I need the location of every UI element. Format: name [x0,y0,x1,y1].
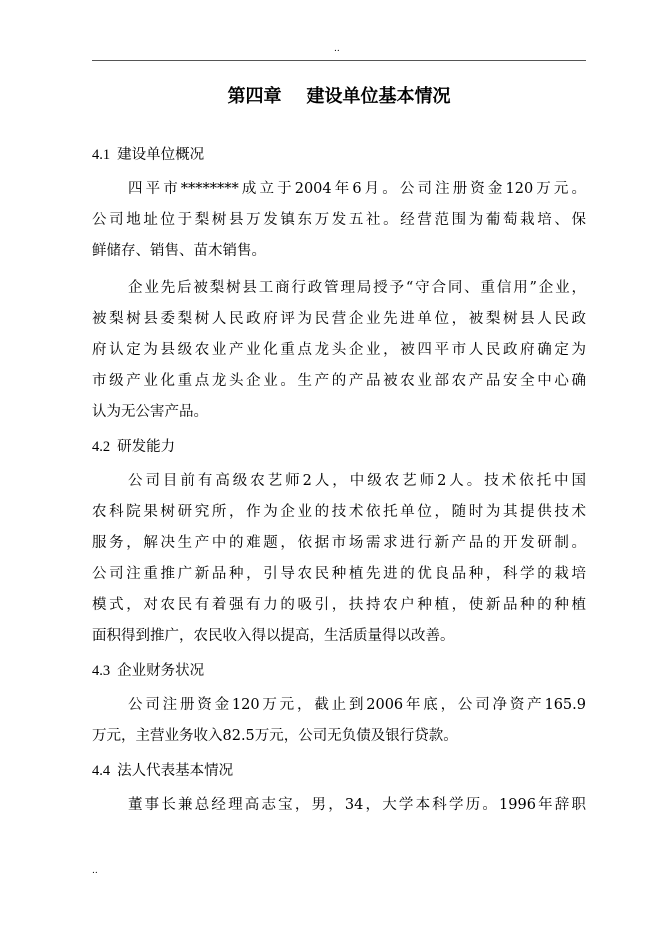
text-line: 模式，对农民有着强有力的吸引，扶持农户种植，使新品种的种植 [92,597,586,613]
text-line: 企业先后被梨树县工商行政管理局授予“守合同、重信用”企业， [128,280,586,296]
section-title: 建设单位概况 [117,147,205,163]
text-line: 公司地址位于梨树县万发镇东万发五社。经营范围为葡萄栽培、保 [92,212,586,228]
paragraph [92,273,586,428]
text-line: 鲜储存、销售、苗木销售。 [92,243,266,259]
section-heading-4-4 [92,758,586,784]
text-line: 四平市********成立于2004年6月。公司注册资金120万元。 [128,181,586,197]
footer-mark: .. [92,866,98,876]
text-line: 被梨树县委梨树人民政府评为民营企业先进单位，被梨树县人民政 [92,311,586,327]
section-title: 研发能力 [117,439,176,455]
text-line: 公司注重推广新品种，引导农民种植先进的优良品种，科学的栽培 [92,566,586,582]
document-body [92,82,586,827]
paragraph [92,466,586,652]
text-line: 万元，主营业务收入82.5万元，公司无负债及银行贷款。 [92,728,458,744]
section-heading-4-1 [92,142,586,168]
text-line: 董事长兼总经理高志宝，男，34，大学本科学历。1996年辞职 [128,797,586,813]
section-title: 企业财务状况 [117,663,205,679]
chapter-title: 第四章 建设单位基本情况 [227,86,451,107]
text-line: 服务，解决生产中的难题，依据市场需求进行新产品的开发研制。 [92,535,586,551]
text-line: 认为无公害产品。 [92,404,208,420]
section-number: 4.3 [92,663,111,679]
text-line: 面积得到推广，农民收入得以提高，生活质量得以改善。 [92,628,455,644]
section-heading-4-3 [92,658,586,684]
text-line: 公司注册资金120万元，截止到2006年底，公司净资产165.9 [128,697,586,713]
section-number: 4.2 [92,439,111,455]
text-line: 市级产业化重点龙头企业。生产的产品被农业部农产品安全中心确 [92,373,586,389]
paragraph [92,790,586,821]
text-line: 农科院果树研究所，作为企业的技术依托单位，随时为其提供技术 [92,504,586,520]
section-title: 法人代表基本情况 [117,763,234,779]
text-line: 府认定为县级农业产业化重点龙头企业，被四平市人民政府确定为 [92,342,586,358]
section-number: 4.4 [92,763,111,779]
section-heading-4-2 [92,434,586,460]
header-mark: .. [334,44,340,54]
text-line: 公司目前有高级农艺师2人，中级农艺师2人。技术依托中国 [128,473,586,489]
header-rule [92,60,586,61]
paragraph [92,174,586,267]
paragraph [92,690,586,752]
section-number: 4.1 [92,147,111,163]
